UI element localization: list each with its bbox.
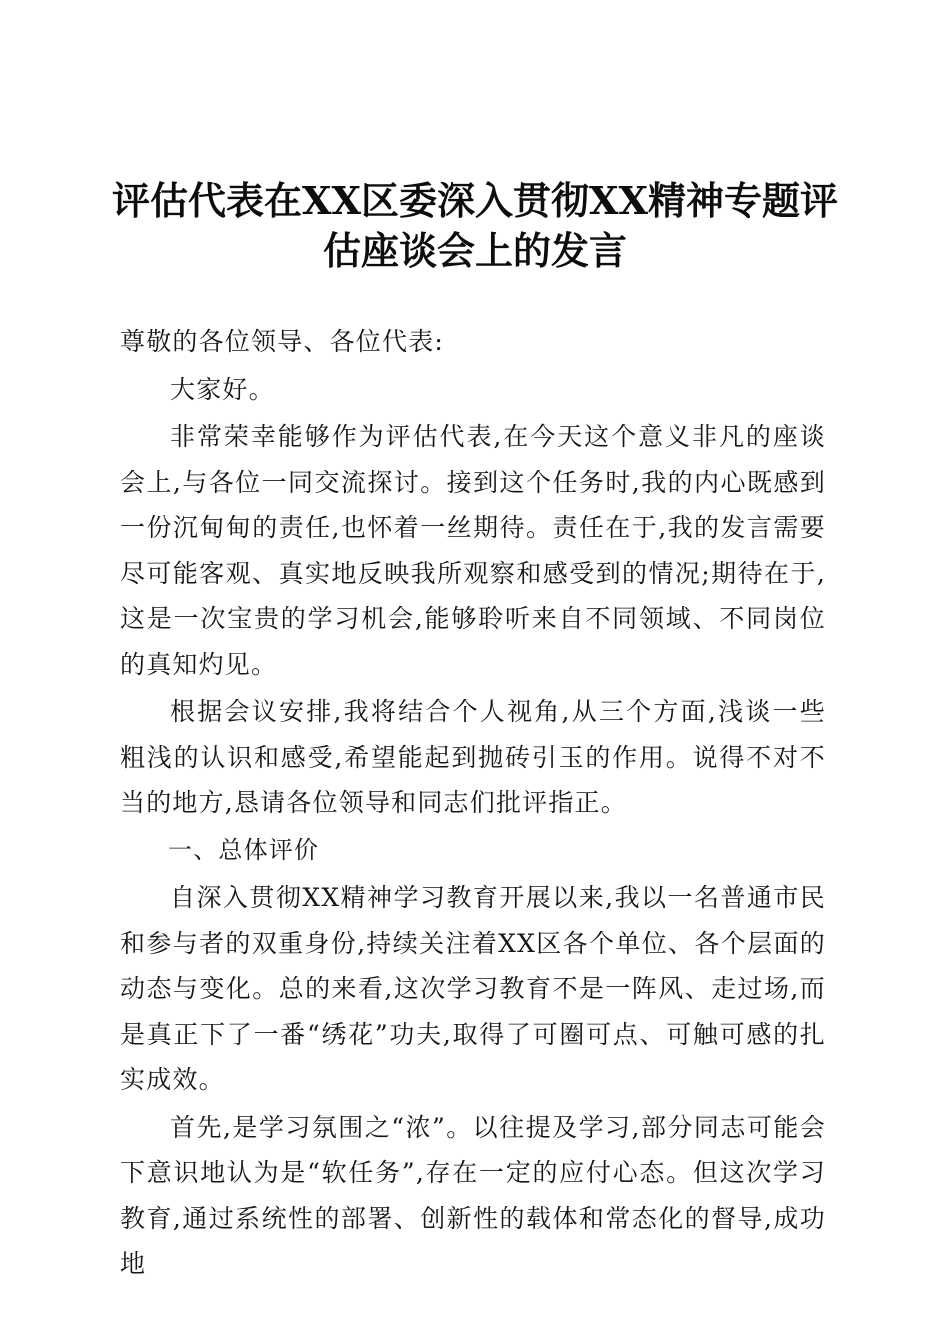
salutation: 尊敬的各位领导、各位代表: (120, 327, 445, 356)
paragraph-intro: 非常荣幸能够作为评估代表,在今天这个意义非凡的座谈会上,与各位一同交流探讨。接到这个任务时,我的内心既感到一份沉甸甸的责任,也怀着一丝期待。责任在于,我的发言需要尽可能客观、真实地反映我所观察和感受到的情况;期待在于,这是一次宝贵的学习机会,能够聆听来自不同领域、不同岗位的真知灼见。 (120, 422, 826, 679)
document-body (120, 319, 826, 1289)
section-heading-overall-evaluation: 一、总体评价 (168, 835, 320, 864)
paragraph-learning-atmosphere: 首先,是学习氛围之“浓”。以往提及学习,部分同志可能会下意识地认为是“软任务”,存在一定的应付心态。但这次学习教育,通过系统性的部署、创新性的载体和常态化的督导,成功地 (120, 1112, 826, 1278)
paragraph-greeting: 大家好。 (170, 374, 275, 404)
paragraph-arrangement: 根据会议安排,我将结合个人视角,从三个方面,浅谈一些粗浅的认识和感受,希望能起到抛砖引玉的作用。说得不对不当的地方,恳请各位领导和同志们批评指正。 (120, 697, 826, 817)
paragraph-overall-summary: 自深入贯彻XX精神学习教育开展以来,我以一名普通市民和参与者的双重身份,持续关注着XX区各个单位、各个层面的动态与变化。总的来看,这次学习教育不是一阵风、走过场,而是真正下了一番“绣花”功夫,取得了可圈可点、可触可感的扎实成效。 (120, 883, 826, 1094)
document-title: 评估代表在XX区委深入贯彻XX精神专题评估座谈会上的发言 (112, 178, 838, 273)
